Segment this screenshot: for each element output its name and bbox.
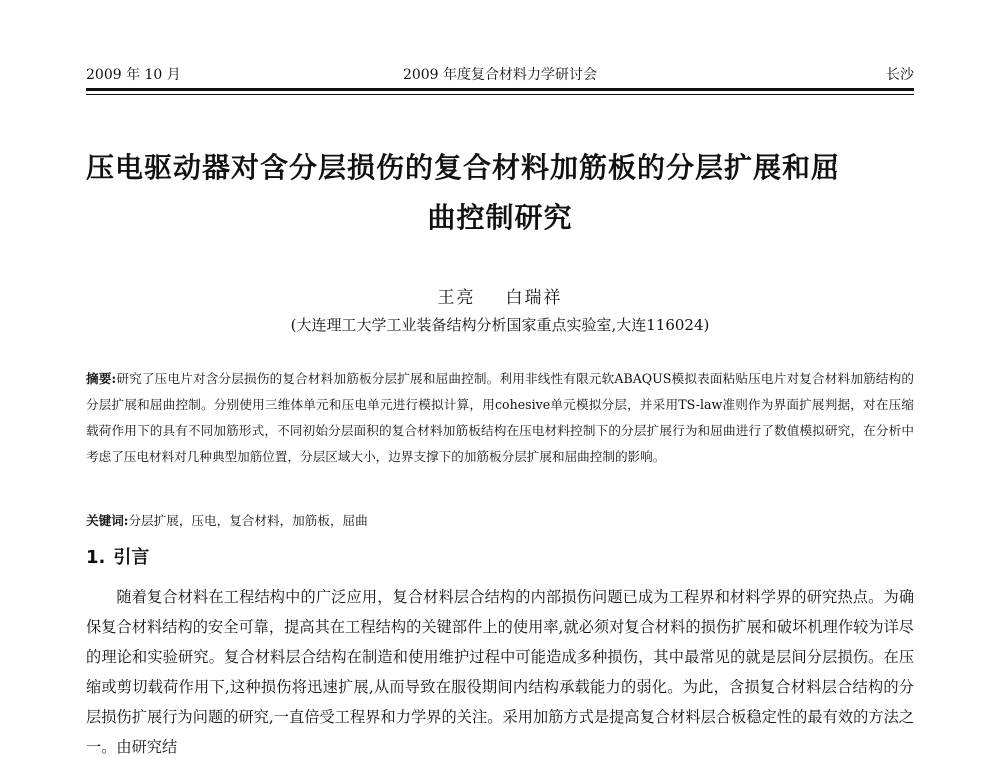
header-location: 长沙 xyxy=(886,67,914,83)
section-title: 引言 xyxy=(113,547,150,568)
abstract-text: 研究了压电片对含分层损伤的复合材料加筋板分层扩展和屈曲控制。利用非线性有限元软ABAQUS模拟表面粘贴压电片对复合材料加筋结构的分层扩展和屈曲控制。分别使用三维体单元和压电单元进行模拟计算，用cohesive单元模拟分层，并采用TS-law准则作为界面扩展判据，对在压缩载荷作用下的具有不同加筋形式，不同初始分层面积的复合材料加筋板结构在压电材料控制下的分层扩展行为和屈曲进行了数值模拟研究，在分析中考虑了压电材料对几种典型加筋位置，分层区域大小，边界支撑下的加筋板分层扩展和屈曲控制的影响。 xyxy=(86,371,914,464)
header-date: 2009 年 10 月 xyxy=(86,67,181,83)
author-name: 王亮 xyxy=(437,288,476,308)
section-number: 1. xyxy=(86,547,106,568)
abstract xyxy=(86,366,914,470)
header-rule-thick xyxy=(86,88,914,91)
section-heading-introduction xyxy=(86,543,149,569)
header-rule-thin xyxy=(86,94,914,95)
abstract-label: 摘要: xyxy=(86,371,117,386)
keywords xyxy=(86,508,914,534)
keywords-text: 分层扩展，压电，复合材料，加筋板，屈曲 xyxy=(128,513,368,528)
author-name: 白瑞祥 xyxy=(505,288,563,308)
header-conference: 2009 年度复合材料力学研讨会 xyxy=(402,67,598,83)
keywords-label: 关键词: xyxy=(86,513,129,528)
title-line-2: 曲控制研究 xyxy=(427,201,573,234)
running-header xyxy=(86,64,914,86)
paper-title xyxy=(86,143,914,243)
body-paragraph: 随着复合材料在工程结构中的广泛应用，复合材料层合结构的内部损伤问题已成为工程界和材料学界的研究热点。为确保复合材料结构的安全可靠，提高其在工程结构的关键部件上的使用率,就必须对复合材料的损伤扩展和破坏机理作较为详尽的理论和实验研究。复合材料层合结构在制造和使用维护过程中可能造成多种损伤，其中最常见的就是层间分层损伤。在压缩或剪切载荷作用下,这种损伤将迅速扩展,从而导致在服役期间内结构承载能力的弱化。为此，含损复合材料层合结构的分层损伤扩展行为问题的研究,一直倍受工程界和力学界的关注。采用加筋方式是提高复合材料层合板稳定性的最有效的方法之一。由研究结 xyxy=(86,588,914,756)
author-list xyxy=(0,283,1000,308)
author-affiliation: (大连理工大学工业装备结构分析国家重点实验室,大连116024) xyxy=(290,316,710,334)
title-line-1: 压电驱动器对含分层损伤的复合材料加筋板的分层扩展和屈 xyxy=(86,151,841,184)
